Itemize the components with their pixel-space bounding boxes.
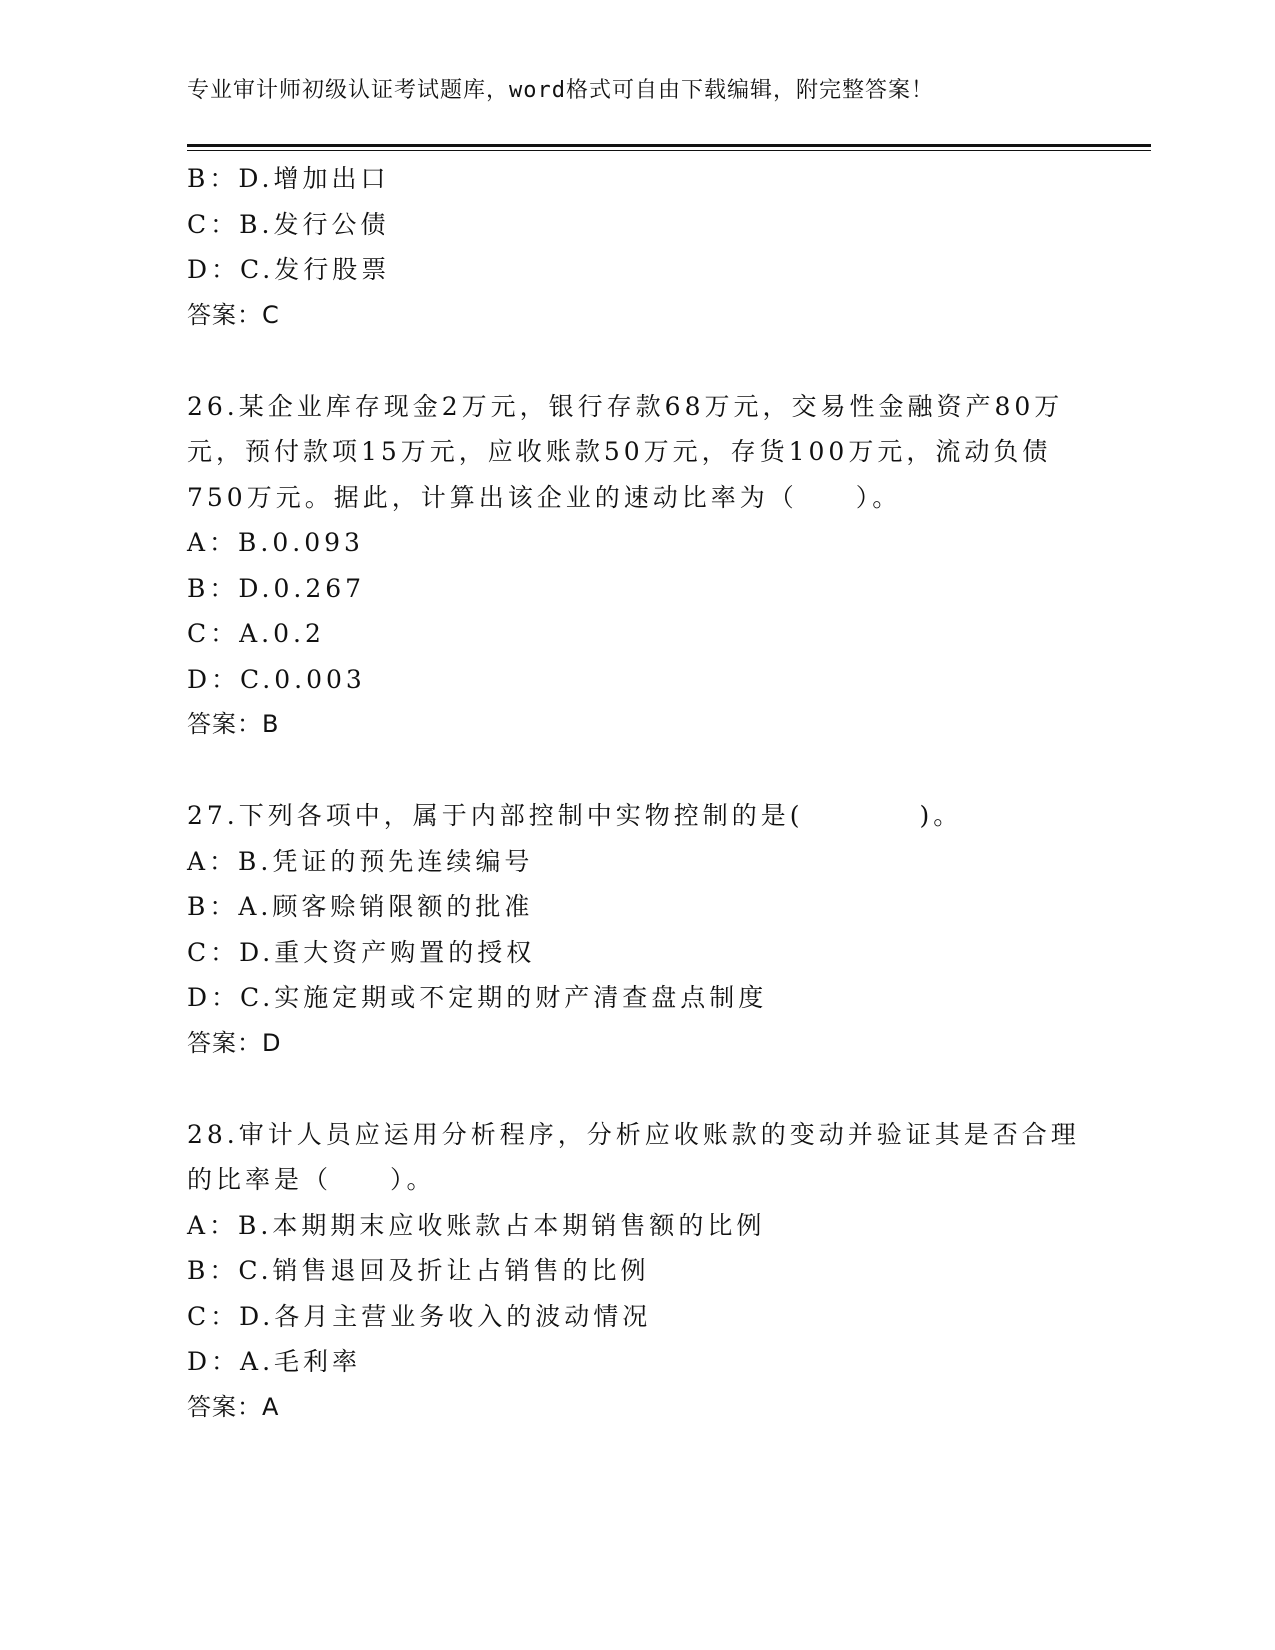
answer-line: 答案：D bbox=[187, 1028, 282, 1057]
spacer bbox=[187, 748, 1087, 794]
question-text: 26.某企业库存现金2万元，银行存款68万元，交易性金融资产80万 bbox=[187, 391, 1064, 421]
option-line: D：A.毛利率 bbox=[187, 1347, 362, 1376]
prev-question-block bbox=[187, 156, 1087, 338]
document-body bbox=[187, 156, 1087, 1430]
option-line: D：C.0.003 bbox=[187, 664, 366, 694]
answer-line: 答案：A bbox=[187, 1392, 280, 1421]
option-line: C：B.发行公债 bbox=[187, 209, 390, 239]
question-text: 27.下列各项中，属于内部控制中实物控制的是( )。 bbox=[187, 801, 963, 830]
question-27 bbox=[187, 793, 1087, 1066]
question-text: 28.审计人员应运用分析程序，分析应收账款的变动并验证其是否合理 bbox=[187, 1119, 1080, 1149]
option-line: A：B.凭证的预先连续编号 bbox=[187, 846, 534, 876]
option-line: C：A.0.2 bbox=[187, 619, 325, 648]
question-text: 750万元。据此，计算出该企业的速动比率为（ ）。 bbox=[187, 482, 902, 512]
question-text: 元，预付款项15万元，应收账款50万元，存货100万元，流动负债 bbox=[187, 437, 1052, 466]
option-line: B：C.销售退回及折让占销售的比例 bbox=[187, 1256, 650, 1285]
question-28 bbox=[187, 1112, 1087, 1431]
question-text: 的比率是（ ）。 bbox=[187, 1165, 436, 1194]
header-rule-thick bbox=[187, 144, 1151, 147]
option-line: A：B.本期期末应收账款占本期销售额的比例 bbox=[187, 1210, 766, 1240]
question-26 bbox=[187, 384, 1087, 748]
answer-line: 答案：C bbox=[187, 300, 280, 329]
answer-line: 答案：B bbox=[187, 710, 280, 738]
option-line: B：D.0.267 bbox=[187, 573, 366, 603]
option-line: A：B.0.093 bbox=[187, 528, 364, 557]
page-header: 专业审计师初级认证考试题库，word格式可自由下载编辑，附完整答案！ bbox=[187, 78, 934, 103]
spacer bbox=[187, 1066, 1087, 1112]
option-line: B：A.顾客赊销限额的批准 bbox=[187, 892, 534, 921]
option-line: D：C.发行股票 bbox=[187, 255, 391, 284]
option-line: B：D.增加出口 bbox=[187, 164, 390, 193]
option-line: C：D.各月主营业务收入的波动情况 bbox=[187, 1301, 652, 1331]
header-rule-thin bbox=[187, 150, 1151, 151]
spacer bbox=[187, 338, 1087, 384]
option-line: D：C.实施定期或不定期的财产清查盘点制度 bbox=[187, 983, 768, 1012]
option-line: C：D.重大资产购置的授权 bbox=[187, 937, 536, 967]
